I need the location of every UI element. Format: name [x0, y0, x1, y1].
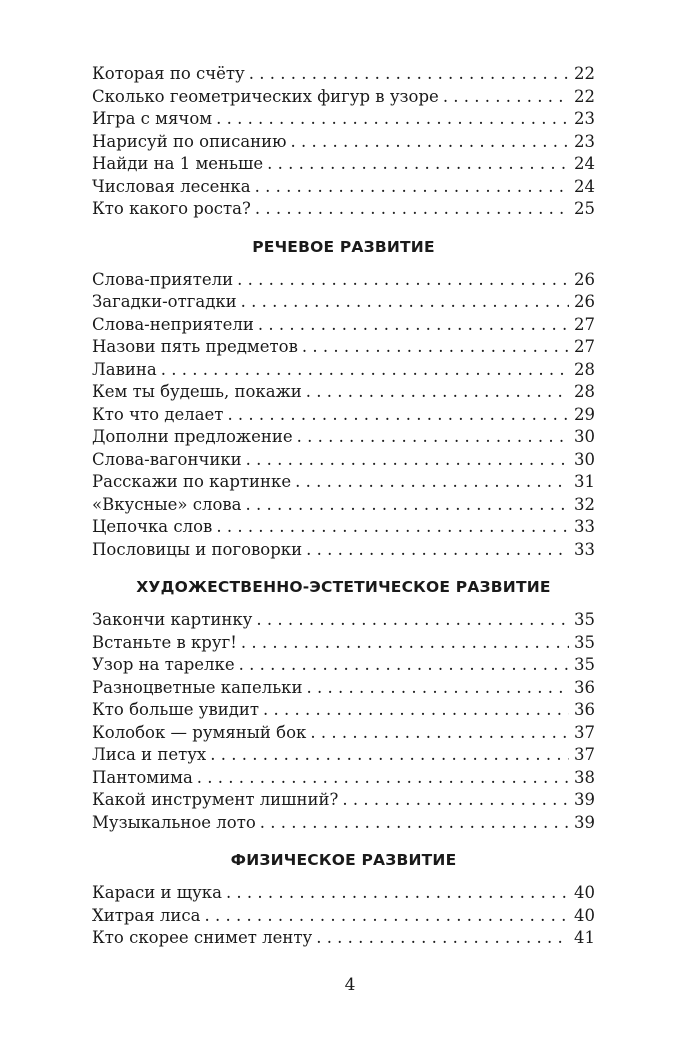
page-number: 4 — [344, 975, 356, 995]
toc-entry-page: 31 — [574, 472, 595, 491]
toc-entry[interactable] — [92, 63, 595, 86]
toc-entry-title: Назови пять предметов — [92, 337, 298, 356]
toc-entry-title: Разноцветные капельки — [92, 677, 303, 697]
toc-entry-page: 29 — [574, 404, 595, 424]
dot-leader — [237, 269, 569, 292]
toc-entry-page: 37 — [574, 745, 595, 764]
toc-entry-title: Слова-неприятели — [92, 314, 254, 334]
table-of-contents — [92, 63, 595, 950]
toc-entry-title: Узор на тарелке — [92, 655, 235, 674]
toc-entry-page: 33 — [574, 517, 595, 536]
toc-entry[interactable] — [92, 336, 595, 359]
toc-entry[interactable] — [92, 269, 595, 292]
toc-entry[interactable] — [92, 404, 595, 427]
toc-entry-title: Числовая лесенка — [92, 176, 251, 196]
dot-leader — [255, 198, 569, 221]
dot-leader — [216, 108, 569, 131]
toc-entry-title: Которая по счёту — [92, 64, 245, 83]
toc-section — [92, 63, 595, 221]
toc-entry-title: «Вкусные» слова — [92, 494, 242, 514]
toc-entry[interactable] — [92, 381, 595, 404]
dot-leader — [443, 86, 569, 109]
toc-entry-page: 35 — [574, 610, 595, 629]
toc-entry-title: Сколько геометрических фигур в узоре — [92, 86, 439, 106]
toc-entry-page: 41 — [574, 928, 595, 947]
toc-entry[interactable] — [92, 291, 595, 314]
toc-entry-page: 32 — [574, 494, 595, 514]
dot-leader — [306, 381, 569, 404]
toc-entry[interactable] — [92, 699, 595, 722]
toc-entry[interactable] — [92, 176, 595, 199]
dot-leader — [241, 291, 569, 314]
dot-leader — [161, 359, 569, 382]
toc-entry-page: 27 — [574, 314, 595, 334]
toc-entry-title: Лиса и петух — [92, 745, 207, 764]
toc-entry-title: Кто скорее снимет ленту — [92, 928, 313, 947]
toc-entry-page: 22 — [574, 64, 595, 83]
toc-entry-title: Кто какого роста? — [92, 199, 251, 218]
toc-entry-page: 40 — [574, 883, 595, 902]
toc-entry-title: Слова-приятели — [92, 269, 234, 289]
toc-entry-title: Караси и щука — [92, 883, 222, 902]
toc-entry[interactable] — [92, 722, 595, 745]
toc-entry-title: Лавина — [92, 359, 157, 379]
toc-entry[interactable] — [92, 359, 595, 382]
dot-leader — [210, 744, 569, 767]
toc-entry[interactable] — [92, 426, 595, 449]
toc-entry-title: Дополни предложение — [92, 427, 293, 446]
dot-leader — [307, 677, 570, 700]
dot-leader — [267, 153, 569, 176]
toc-entry-page: 28 — [574, 382, 595, 401]
toc-section — [92, 849, 595, 950]
dot-leader — [302, 336, 569, 359]
toc-entry-page: 23 — [574, 131, 595, 151]
dot-leader — [246, 494, 570, 517]
toc-entry-title: Какой инструмент лишний? — [92, 790, 339, 809]
toc-entry-page: 36 — [574, 677, 595, 697]
toc-entry-title: Встаньте в круг! — [92, 632, 237, 652]
toc-entry-title: Колобок — румяный бок — [92, 722, 307, 742]
toc-entry-page: 39 — [574, 790, 595, 809]
toc-entry[interactable] — [92, 516, 595, 539]
toc-entry-page: 35 — [574, 655, 595, 674]
dot-leader — [226, 882, 569, 905]
dot-leader — [197, 767, 569, 790]
toc-entry-page: 39 — [574, 812, 595, 832]
toc-entry[interactable] — [92, 744, 595, 767]
toc-entry[interactable] — [92, 632, 595, 655]
section-heading: ХУДОЖЕСТВЕННО-ЭСТЕТИЧЕСКОЕ РАЗВИТИЕ — [136, 578, 551, 596]
toc-entry[interactable] — [92, 153, 595, 176]
toc-entry[interactable] — [92, 677, 595, 700]
toc-entry-title: Игра с мячом — [92, 109, 213, 128]
toc-entry-title: Цепочка слов — [92, 517, 213, 536]
toc-entry-page: 36 — [574, 700, 595, 719]
toc-entry-title: Загадки-отгадки — [92, 292, 237, 311]
dot-leader — [216, 516, 569, 539]
dot-leader — [255, 176, 569, 199]
toc-entry-page: 40 — [574, 905, 595, 925]
toc-entry[interactable] — [92, 198, 595, 221]
toc-entry-title: Найди на 1 меньше — [92, 154, 264, 173]
dot-leader — [249, 63, 569, 86]
toc-entry[interactable] — [92, 539, 595, 562]
dot-leader — [246, 449, 569, 472]
toc-section — [92, 236, 595, 562]
dot-leader — [258, 314, 569, 337]
toc-entry-title: Хитрая лиса — [92, 905, 201, 925]
toc-entry[interactable] — [92, 449, 595, 472]
dot-leader — [256, 609, 569, 632]
toc-entry[interactable] — [92, 789, 595, 812]
toc-entry-page: 23 — [574, 109, 595, 128]
toc-entry-page: 30 — [574, 427, 595, 446]
dot-leader — [204, 905, 569, 928]
toc-entry[interactable] — [92, 471, 595, 494]
toc-entry[interactable] — [92, 86, 595, 109]
dot-leader — [297, 426, 569, 449]
toc-entry[interactable] — [92, 494, 595, 517]
toc-entry-page: 25 — [574, 199, 595, 218]
toc-entry[interactable] — [92, 927, 595, 950]
dot-leader — [227, 404, 569, 427]
toc-section — [92, 576, 595, 834]
dot-leader — [310, 722, 569, 745]
toc-entry-page: 37 — [574, 722, 595, 742]
toc-entry-page: 28 — [574, 359, 595, 379]
toc-entry[interactable] — [92, 108, 595, 131]
toc-entry-title: Расскажи по картинке — [92, 472, 292, 491]
toc-entry[interactable] — [92, 882, 595, 905]
dot-leader — [306, 539, 569, 562]
toc-entry[interactable] — [92, 654, 595, 677]
toc-entry-title: Пословицы и поговорки — [92, 539, 303, 559]
toc-entry-page: 24 — [574, 154, 595, 173]
section-heading: РЕЧЕВОЕ РАЗВИТИЕ — [252, 237, 435, 256]
toc-entry-page: 30 — [574, 449, 595, 469]
dot-leader — [295, 471, 569, 494]
toc-entry[interactable] — [92, 905, 595, 928]
dot-leader — [316, 927, 569, 950]
toc-entry-title: Кем ты будешь, покажи — [92, 382, 302, 401]
section-heading: ФИЗИЧЕСКОЕ РАЗВИТИЕ — [230, 851, 457, 869]
toc-entry[interactable] — [92, 609, 595, 632]
toc-entry[interactable] — [92, 767, 595, 790]
toc-entry-title: Нарисуй по описанию — [92, 131, 287, 151]
dot-leader — [263, 699, 569, 722]
toc-entry-title: Слова-вагончики — [92, 449, 242, 469]
toc-entry[interactable] — [92, 812, 595, 835]
dot-leader — [241, 632, 569, 655]
toc-entry-title: Закончи картинку — [92, 610, 253, 629]
toc-entry-page: 33 — [574, 539, 595, 559]
toc-entry-page: 22 — [574, 86, 595, 106]
dot-leader — [342, 789, 569, 812]
toc-entry-title: Музыкальное лото — [92, 812, 256, 832]
dot-leader — [239, 654, 569, 677]
toc-entry-page: 35 — [574, 632, 595, 652]
toc-entry-page: 26 — [574, 269, 595, 289]
toc-entry-title: Кто больше увидит — [92, 700, 260, 719]
toc-entry-title: Кто что делает — [92, 404, 224, 424]
dot-leader — [291, 131, 569, 154]
dot-leader — [260, 812, 569, 835]
toc-entry-page: 24 — [574, 176, 595, 196]
toc-entry[interactable] — [92, 131, 595, 154]
toc-entry[interactable] — [92, 314, 595, 337]
toc-entry-page: 26 — [574, 292, 595, 311]
toc-entry-page: 38 — [574, 767, 595, 787]
toc-entry-title: Пантомима — [92, 767, 193, 787]
toc-entry-page: 27 — [574, 337, 595, 356]
